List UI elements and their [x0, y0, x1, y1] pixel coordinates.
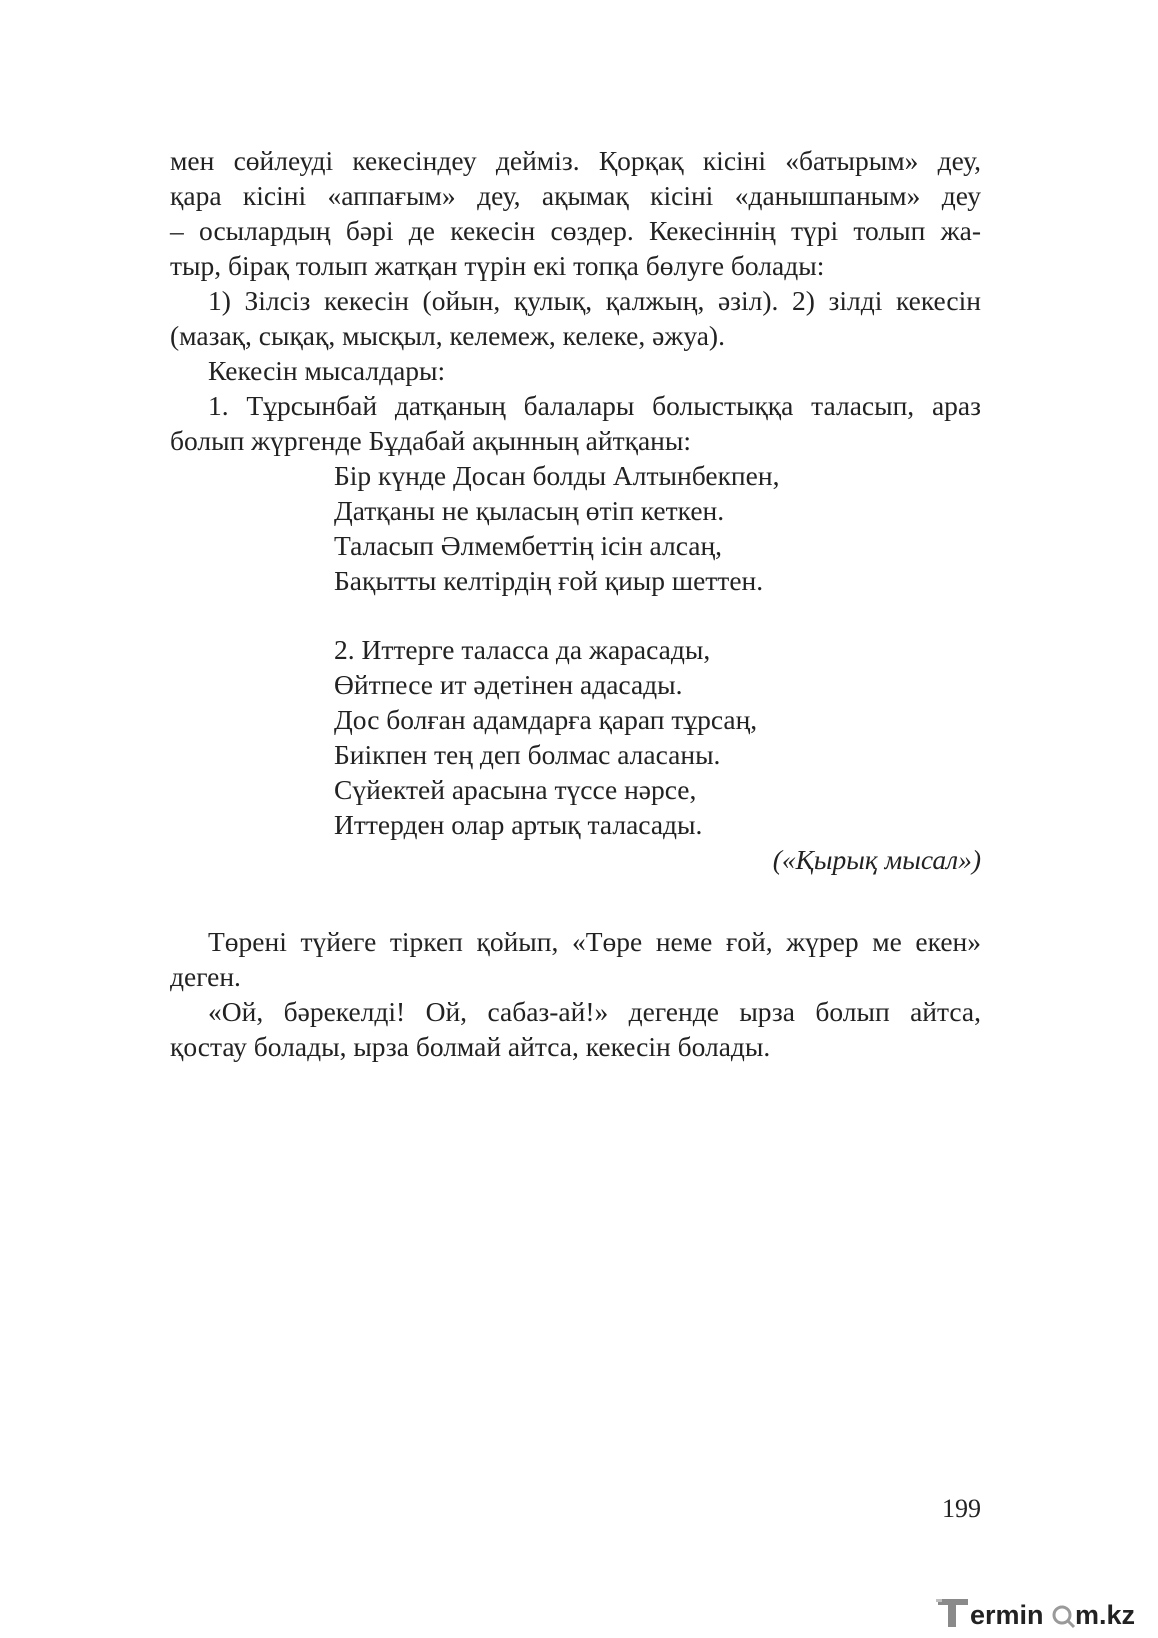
paragraph-3-line-2: деген. — [170, 961, 241, 992]
poem-2-line-4: Биікпен тең деп болмас аласаны. — [334, 739, 721, 770]
poem-2-line-6: Иттерден олар артық таласады. — [334, 809, 703, 840]
poem-2-line-3: Дос болған адамдарға қарап тұрсаң, — [334, 704, 758, 735]
paragraph-3-line-1: Төрені түйеге тіркеп қойып, «Төре неме ғой, жүрер ме екен» — [208, 926, 981, 957]
poem-2-line-2: Өйтпесе ит әдетінен адасады. — [334, 669, 683, 700]
paragraph-4-line-1: «Ой, бәрекелді! Ой, сабаз-ай!» дегенде ырза болып айтса, — [208, 996, 981, 1027]
poem-1-line-2: Датқаны не қыласың өтіп кеткен. — [334, 495, 725, 526]
example-1-line-2: болып жүргенде Бұдабай ақынның айтқаны: — [170, 425, 691, 456]
poem-2-attribution: («Қырық мысал») — [772, 844, 981, 875]
page-number: 199 — [942, 1494, 981, 1523]
poem-1-line-1: Бір күнде Досан болды Алтынбекпен, — [334, 460, 780, 491]
watermark-text-part-2: m.kz — [1075, 1600, 1136, 1630]
paragraph-2-line-2: (мазақ, сықақ, мысқыл, келемеж, келеке, әжуа). — [170, 320, 725, 351]
watermark-logo-icon — [934, 1593, 1146, 1633]
termincom-watermark-logo — [934, 1593, 1146, 1633]
poem-2-line-1: 2. Иттерге таласса да жарасады, — [334, 634, 711, 665]
examples-heading: Кекесін мысалдары: — [208, 355, 446, 386]
paragraph-1-line-3: – осылардың бәрі де кекесін сөздер. Кекесіннің түрі толып жа- — [170, 215, 981, 246]
paragraph-1-line-4: тыр, бірақ толып жатқан түрін екі топқа бөлуге болады: — [170, 250, 825, 281]
poem-1-line-4: Бақытты келтірдің ғой қиыр шеттен. — [334, 565, 764, 596]
paragraph-1-line-1: мен сөйлеуді кекесіндеу дейміз. Қорқақ кісіні «батырым» деу, — [170, 145, 981, 176]
paragraph-1-line-2: қара кісіні «аппағым» деу, ақымақ кісіні «данышпаным» деу — [170, 180, 981, 211]
poem-1-line-3: Таласып Әлмембеттің ісін алсаң, — [334, 530, 723, 561]
watermark-text-part-1: ermin — [970, 1600, 1044, 1630]
paragraph-2-line-1: 1) Зілсіз кекесін (ойын, қулық, қалжың, әзіл). 2) зілді кекесін — [208, 285, 981, 316]
poem-2-line-5: Сүйектей арасына түссе нәрсе, — [334, 774, 697, 805]
example-1-line-1: 1. Тұрсынбай датқаның балалары болыстыққа таласып, араз — [208, 390, 981, 421]
paragraph-4-line-2: қостау болады, ырза болмай айтса, кекесін болады. — [170, 1031, 771, 1062]
